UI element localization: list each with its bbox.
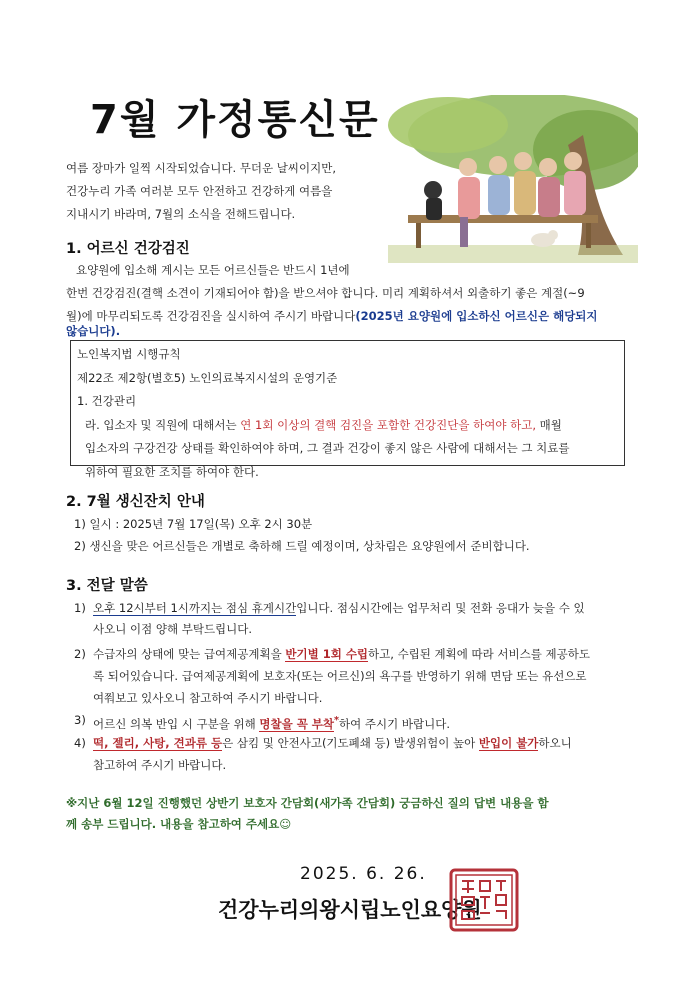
not-allowed-note: 반입이 불가: [478, 736, 539, 750]
s3-item2-d: 록 되어있습니다. 급여제공계획에 보호자(또는 어르신)의 욕구를 반영하기 위해 면담 또는 유선으로: [93, 669, 587, 683]
s3-item2-e: 여쭤보고 있사오니 참고하여 주시기 바랍니다.: [93, 691, 323, 705]
s3-item1-c: 사오니 이점 양해 부탁드립니다.: [93, 622, 253, 636]
plan-frequency: 반기별 1회 수립: [285, 647, 369, 661]
s2-item2: 2) 생신을 맞은 어르신들은 개별로 축하해 드릴 예정이며, 상차림은 요양원에서 준비합니다.: [74, 539, 530, 553]
law-highlight: 연 1회 이상의 결핵 검진을 포함한 건강진단을 하여야 하고,: [240, 417, 536, 432]
s2-item1: 1) 일시 : 2025년 7월 17일(목) 오후 2시 30분: [74, 517, 313, 531]
law-item: 1. 건강관리: [77, 394, 137, 408]
law-line4: [77, 414, 618, 438]
intro-paragraph: [66, 157, 376, 226]
law-title: 노인복지법 시행규칙: [77, 347, 181, 361]
s3-item3-num: 3): [74, 713, 86, 727]
intro-line: 건강누리 가족 여러분 모두 안전하고 건강하게 여름을: [66, 184, 333, 198]
law-article: 제22조 제2항(별호5) 노인의료복지시설의 운영기준: [77, 370, 338, 385]
official-seal: [448, 867, 520, 933]
law-box: [70, 340, 625, 479]
section3-heading: 3. 전달 말씀: [66, 578, 148, 594]
s3-item3-a: 어르신 의복 반입 시 구분을 위해: [93, 716, 260, 731]
note-line2: 께 송부 드립니다. 내용을 참고하여 주세요☺: [66, 817, 292, 831]
name-tag-note: 명찰을 꼭 부착: [259, 716, 335, 731]
s3-item4-e: 참고하여 주시기 바랍니다.: [93, 758, 227, 772]
intro-line: 지내시기 바라며, 7월의 소식을 전해드립니다.: [66, 207, 296, 221]
law-line4c: 매월: [535, 417, 562, 432]
s3-item2-a: 수급자의 상태에 맞는 급여제공계획을: [93, 647, 286, 661]
intro-line: 여름 장마가 일찍 시작되었습니다. 무더운 날씨이지만,: [66, 161, 336, 175]
s1-line4: 않습니다).: [66, 324, 121, 338]
section1-heading: 1. 어르신 건강검진: [66, 241, 190, 257]
s3-item4-d: 하오니: [538, 736, 572, 750]
s3-item1-b: 입니다. 점심시간에는 업무처리 및 전화 응대가 늦을 수 있: [296, 601, 585, 615]
s1-line3-text: 월)에 마무리되도록 건강검진을 실시하여 주시기 바랍니다: [66, 309, 356, 323]
s1-line1: 요양원에 입소해 계시는 모든 어르신들은 반드시 1년에: [76, 263, 350, 277]
section2-heading: 2. 7월 생신잔치 안내: [66, 494, 205, 510]
note-line1: ※지난 6월 12일 진행했던 상반기 보호자 간담회(새가족 간담회) 궁금하신 질의 답변 내용을 함: [66, 796, 549, 810]
asterisk: *: [334, 715, 340, 726]
issue-date: 2025. 6. 26.: [300, 864, 427, 884]
s3-item2: [93, 643, 590, 666]
s3-item2-c: 하고, 수립된 계획에 따라 서비스를 제공하도: [368, 647, 590, 661]
law-line4a: 라. 입소자 및 직원에 대해서는: [85, 417, 241, 432]
law-line5: 입소자의 구강건강 상태를 확인하여야 하며, 그 결과 건강이 좋지 않은 사람에 대해서는 그 치료를: [85, 441, 570, 455]
s3-item1: [93, 597, 585, 620]
s1-exception-note: (2025년 요양원에 입소하신 어르신은 해당되지: [355, 309, 598, 323]
s3-item4-num: 4): [74, 736, 86, 750]
s1-line3: [66, 305, 598, 328]
lunch-break-note: 오후 12시부터 1시까지는 점심 휴게시간: [93, 601, 297, 615]
s3-item2-num: 2): [74, 647, 86, 661]
organization-name: 건강누리의왕시립노인요양원: [218, 898, 482, 922]
elderly-illustration: [388, 95, 638, 263]
s3-item3-c: 하여 주시기 바랍니다.: [339, 716, 450, 731]
s1-line2: 한번 건강검진(결핵 소견이 기재되어야 함)을 받으셔야 합니다. 미리 계획하셔서 외출하기 좋은 계절(~9: [66, 286, 585, 300]
law-line6: 위하여 필요한 조치를 하여야 한다.: [85, 464, 259, 479]
forbidden-foods: 떡, 젤리, 사탕, 견과류 등: [93, 736, 223, 750]
page-title: 7월 가정통신문: [90, 97, 380, 143]
s3-item1-num: 1): [74, 601, 86, 615]
s3-item4-b: 은 삼킴 및 안전사고(기도폐쇄 등) 발생위험이 높아: [222, 736, 479, 750]
s3-item4: [93, 732, 572, 755]
